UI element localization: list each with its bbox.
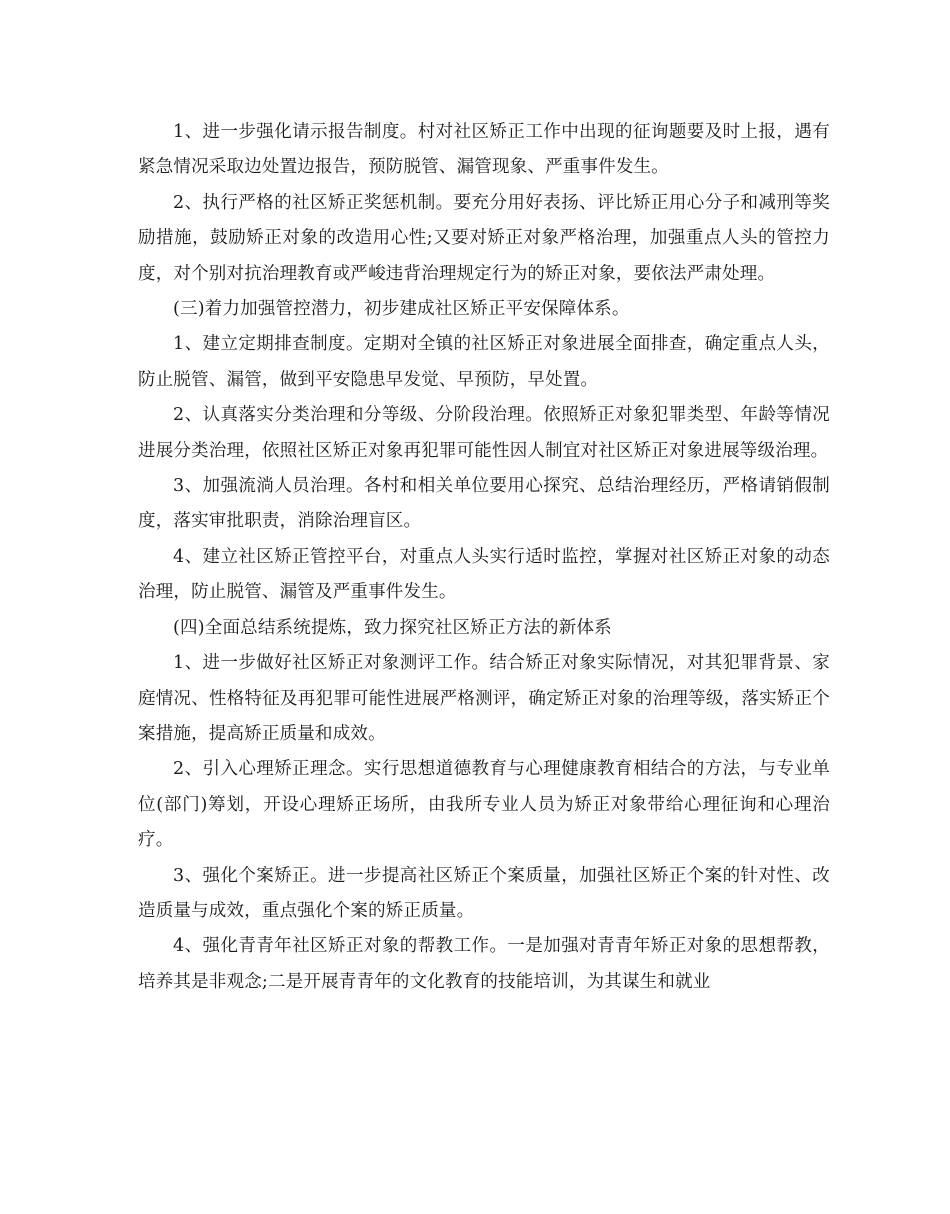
paragraph-report-system: 1、进一步强化请示报告制度。村对社区矫正工作中出现的征询题要及时上报，遇有紧急情况采取边处置边报告，预防脱管、漏管现象、严重事件发生。: [138, 122, 830, 178]
paragraph-regular-inspection: 1、建立定期排查制度。定期对全镇的社区矫正对象进展全面排查，确定重点人头，防止脱管、漏管，做到平安隐患早发觉、早预防，早处置。: [138, 334, 830, 390]
paragraph-case-correction: 3、强化个案矫正。进一步提高社区矫正个案质量，加强社区矫正个案的针对性、改造质量与成效，重点强化个案的矫正质量。: [138, 865, 830, 921]
paragraph-reward-punishment: 2、执行严格的社区矫正奖惩机制。要充分用好表扬、评比矫正用心分子和减刑等奖励措施，鼓励矫正对象的改造用心性;又要对矫正对象严格治理，加强重点人头的管控力度，对个别对抗治理教育或严峻违背治理规定行为的矫正对象，要依法严肃处理。: [138, 192, 830, 284]
paragraph-control-platform: 4、建立社区矫正管控平台，对重点人头实行适时监控，掌握对社区矫正对象的动态治理，防止脱管、漏管及严重事件发生。: [138, 546, 830, 603]
paragraph-assessment: 1、进一步做好社区矫正对象测评工作。结合矫正对象实际情况，对其犯罪背景、家庭情况、性格特征及再犯罪可能性进展严格测评，确定矫正对象的治理等级，落实矫正个案措施，提高矫正质量和成效。: [138, 653, 830, 744]
paragraph-psychological-correction: 2、引入心理矫正理念。实行思想道德教育与心理健康教育相结合的方法，与专业单位(部门)筹划，开设心理矫正场所，由我所专业人员为矫正对象带给心理征询和心理治疗。: [138, 759, 830, 851]
paragraph-youth-assistance: 4、强化青青年社区矫正对象的帮教工作。一是加强对青青年矫正对象的思想帮教，培养其是非观念;二是开展青青年的文化教育的技能培训，为其谋生和就业: [138, 936, 830, 992]
paragraph-classified-management: 2、认真落实分类治理和分等级、分阶段治理。依照矫正对象犯罪类型、年龄等情况进展分类治理，依照社区矫正对象再犯罪可能性因人制宜对社区矫正对象进展等级治理。: [138, 405, 830, 461]
section-heading-four: (四)全面总结系统提炼，致力探究社区矫正方法的新体系: [173, 617, 612, 638]
paragraph-mobile-personnel: 3、加强流淌人员治理。各村和相关单位要用心探究、总结治理经历，严格请销假制度，落实审批职责，消除治理盲区。: [138, 476, 830, 532]
section-heading-three: (三)着力加强管控潜力，初步建成社区矫正平安保障体系。: [173, 299, 630, 320]
document-body: [138, 115, 830, 1000]
